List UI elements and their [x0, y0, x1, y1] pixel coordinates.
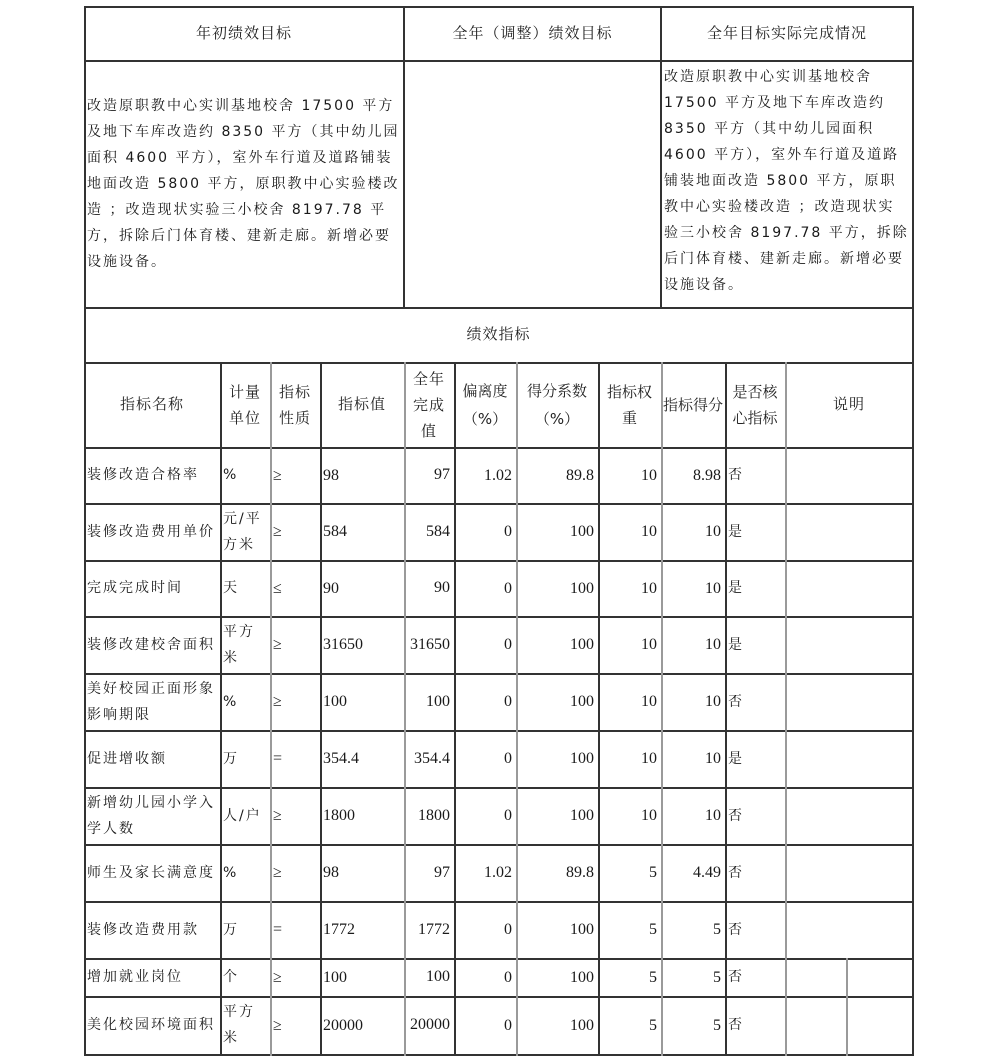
- col-divider: [660, 6, 662, 307]
- cell-note: [785, 787, 913, 844]
- cell-core: 否: [728, 921, 742, 938]
- cell-deviation: 0: [504, 807, 512, 824]
- cell-deviation: 0: [504, 579, 512, 597]
- col-header-name: 指标名称: [119, 395, 184, 413]
- col-divider: [661, 362, 663, 1056]
- cell-value: 98: [323, 864, 339, 881]
- cell-score: 10: [705, 693, 721, 710]
- col-header-unit: 计量单位: [228, 382, 261, 427]
- header-actual-completion: 全年目标实际完成情况: [706, 23, 867, 42]
- col-divider: [598, 362, 600, 1056]
- cell-name: 增加就业岗位: [87, 969, 183, 985]
- cell-note: [785, 673, 913, 730]
- cell-nature: ≥: [273, 864, 282, 881]
- cell-note: [785, 730, 913, 787]
- adjusted-goal-text: [404, 60, 661, 307]
- col-divider: [220, 362, 222, 1056]
- cell-done: 100: [426, 968, 450, 985]
- col-divider: [403, 6, 405, 307]
- cell-done: 97: [434, 863, 450, 881]
- cell-weight: 10: [641, 466, 657, 484]
- cell-value: 100: [323, 968, 347, 986]
- row-divider: [84, 844, 914, 846]
- cell-core: 否: [728, 467, 742, 483]
- cell-weight: 10: [641, 579, 657, 597]
- cell-score: 5: [713, 921, 721, 938]
- cell-name: 装修改建校舍面积: [87, 636, 215, 653]
- cell-coefficient: 100: [570, 921, 594, 938]
- cell-weight: 5: [649, 921, 657, 938]
- cell-coefficient: 100: [570, 750, 594, 767]
- cell-core: 否: [728, 864, 742, 881]
- cell-coefficient: 100: [570, 523, 594, 540]
- cell-coefficient: 89.8: [566, 864, 594, 881]
- cell-nature: =: [273, 921, 283, 938]
- col-header-value: 指标值: [337, 395, 386, 413]
- row-divider: [84, 673, 914, 675]
- cell-note: [785, 616, 913, 673]
- cell-core: 否: [728, 693, 742, 710]
- cell-note: [785, 503, 913, 560]
- cell-unit: 元/平方米: [223, 510, 262, 553]
- cell-core: 是: [728, 750, 742, 767]
- cell-deviation: 0: [504, 968, 512, 986]
- cell-nature: ≥: [273, 636, 282, 653]
- cell-name: 美好校园正面形象影响期限: [87, 680, 215, 723]
- cell-score: 10: [705, 750, 721, 767]
- cell-deviation: 1.02: [484, 864, 512, 881]
- cell-unit: 人/户: [223, 807, 262, 824]
- cell-note: [785, 996, 913, 1054]
- cell-core: 否: [728, 1017, 742, 1033]
- row-divider: [84, 362, 914, 364]
- cell-note: [785, 447, 913, 503]
- col-header-score: 指标得分: [663, 395, 724, 414]
- cell-note: [785, 901, 913, 958]
- col-header-deviation: 偏离度（%）: [462, 381, 508, 428]
- col-header-done: 全年完成值: [412, 369, 445, 440]
- cell-weight: 5: [649, 1016, 657, 1034]
- cell-deviation: 1.02: [484, 466, 512, 484]
- header-initial-goal: 年初绩效目标: [195, 23, 292, 42]
- cell-deviation: 0: [504, 636, 512, 653]
- cell-deviation: 0: [504, 523, 512, 540]
- cell-coefficient: 100: [570, 807, 594, 824]
- cell-unit: 个: [223, 969, 239, 985]
- cell-unit: 万: [223, 921, 239, 938]
- col-header-weight: 指标权重: [606, 382, 652, 427]
- cell-score: 10: [705, 579, 721, 597]
- cell-weight: 10: [641, 750, 657, 767]
- cell-note: [785, 958, 913, 996]
- cell-nature: ≤: [273, 579, 282, 597]
- cell-core: 是: [728, 636, 742, 653]
- cell-done: 1772: [418, 920, 450, 938]
- cell-weight: 10: [641, 807, 657, 824]
- col-header-coefficient: 得分系数（%）: [526, 381, 587, 428]
- cell-note: [785, 844, 913, 901]
- cell-deviation: 0: [504, 921, 512, 938]
- cell-core: 否: [728, 969, 742, 985]
- cell-value: 584: [323, 523, 347, 540]
- cell-core: 是: [728, 523, 742, 540]
- cell-nature: =: [273, 750, 283, 767]
- row-divider: [84, 1054, 914, 1056]
- row-divider: [84, 560, 914, 562]
- cell-value: 354.4: [323, 750, 359, 767]
- cell-done: 100: [426, 692, 450, 710]
- cell-coefficient: 100: [570, 968, 594, 986]
- header-adjusted-goal: 全年（调整）绩效目标: [452, 23, 613, 42]
- cell-coefficient: 89.8: [566, 466, 594, 484]
- cell-name: 装修改造费用单价: [87, 523, 215, 540]
- cell-done: 354.4: [414, 749, 450, 767]
- cell-name: 装修改造合格率: [87, 467, 199, 483]
- cell-weight: 10: [641, 523, 657, 540]
- cell-score: 10: [705, 807, 721, 824]
- row-divider: [84, 996, 914, 998]
- col-divider: [320, 362, 322, 1056]
- cell-done: 31650: [410, 635, 450, 653]
- cell-value: 1772: [323, 921, 355, 938]
- cell-nature: ≥: [273, 693, 282, 710]
- cell-coefficient: 100: [570, 693, 594, 710]
- cell-nature: ≥: [273, 466, 282, 484]
- row-divider: [84, 6, 914, 8]
- cell-coefficient: 100: [570, 579, 594, 597]
- cell-value: 100: [323, 693, 347, 710]
- cell-value: 31650: [323, 636, 363, 653]
- row-divider: [84, 503, 914, 505]
- row-divider: [84, 60, 914, 62]
- cell-value: 90: [323, 579, 339, 597]
- section-title: 绩效指标: [466, 325, 531, 343]
- cell-done: 97: [434, 466, 450, 483]
- cell-name: 师生及家长满意度: [87, 864, 215, 881]
- cell-done: 20000: [410, 1016, 450, 1033]
- row-divider: [84, 901, 914, 903]
- cell-name: 促进增收额: [87, 750, 167, 767]
- cell-unit: 万: [223, 750, 239, 767]
- cell-score: 8.98: [693, 466, 721, 484]
- cell-weight: 10: [641, 636, 657, 653]
- cell-coefficient: 100: [570, 636, 594, 653]
- row-divider: [84, 787, 914, 789]
- col-header-note: 说明: [832, 395, 865, 413]
- cell-deviation: 0: [504, 693, 512, 710]
- cell-core: 是: [728, 580, 742, 596]
- row-divider: [84, 616, 914, 618]
- cell-name: 美化校园环境面积: [87, 1017, 215, 1033]
- col-divider: [404, 362, 406, 1056]
- actual-completion-text: 改造原职教中心实训基地校舍 17500 平方及地下车库改造约 8350 平方（其中幼儿园面积 4600 平方），室外车行道及道路铺装地面改造 5800 平方，原职教中心实验楼改造 ；改造现状实验三小校舍 8197.78 平方，拆除后门体育楼、建新走廊。新增必要设施设备。: [664, 69, 909, 293]
- col-divider: [454, 362, 456, 1056]
- row-divider: [84, 447, 914, 449]
- cell-deviation: 0: [504, 750, 512, 767]
- cell-score: 5: [713, 968, 721, 986]
- cell-core: 否: [728, 807, 742, 824]
- col-divider: [846, 958, 848, 1056]
- table-border-right: [912, 6, 914, 1056]
- cell-weight: 10: [641, 693, 657, 710]
- cell-score: 10: [705, 636, 721, 653]
- cell-score: 5: [713, 1016, 721, 1034]
- row-divider: [84, 307, 914, 309]
- cell-unit: %: [223, 693, 239, 710]
- cell-coefficient: 100: [570, 1016, 594, 1034]
- cell-unit: 平方米: [223, 1004, 255, 1046]
- cell-name: 装修改造费用款: [87, 921, 199, 938]
- cell-score: 10: [705, 523, 721, 540]
- cell-nature: ≥: [273, 1016, 282, 1034]
- cell-note: [785, 560, 913, 616]
- col-divider: [516, 362, 518, 1056]
- row-divider: [84, 958, 914, 960]
- col-divider: [270, 362, 272, 1056]
- cell-unit: 平方米: [223, 623, 255, 666]
- cell-nature: ≥: [273, 523, 282, 540]
- cell-done: 1800: [418, 806, 450, 824]
- cell-unit: 天: [223, 580, 239, 596]
- col-divider: [785, 362, 787, 1056]
- cell-weight: 5: [649, 968, 657, 986]
- col-divider: [725, 362, 727, 1056]
- cell-nature: ≥: [273, 807, 282, 824]
- cell-nature: ≥: [273, 968, 282, 986]
- cell-score: 4.49: [693, 864, 721, 881]
- cell-unit: %: [223, 864, 239, 881]
- cell-value: 20000: [323, 1016, 363, 1034]
- cell-name: 新增幼儿园小学入学人数: [87, 794, 215, 837]
- col-header-core: 是否核心指标: [732, 382, 778, 427]
- initial-goal-text: 改造原职教中心实训基地校舍 17500 平方及地下车库改造约 8350 平方（其中幼儿园面积 4600 平方），室外车行道及道路铺装地面改造 5800 平方，原职教中心实验楼改造 ；改造现状实验三小校舍 8197.78 平方，拆除后门体育楼、建新走廊。新增必要设施设备。: [87, 97, 400, 270]
- table-border-left: [84, 6, 86, 1056]
- cell-value: 98: [323, 466, 339, 484]
- cell-done: 90: [434, 579, 450, 596]
- cell-unit: %: [223, 467, 239, 483]
- cell-name: 完成完成时间: [87, 580, 183, 596]
- row-divider: [84, 730, 914, 732]
- col-header-nature: 指标性质: [278, 382, 311, 427]
- cell-deviation: 0: [504, 1016, 512, 1034]
- cell-done: 584: [426, 522, 450, 540]
- cell-weight: 5: [649, 864, 657, 881]
- cell-value: 1800: [323, 807, 355, 824]
